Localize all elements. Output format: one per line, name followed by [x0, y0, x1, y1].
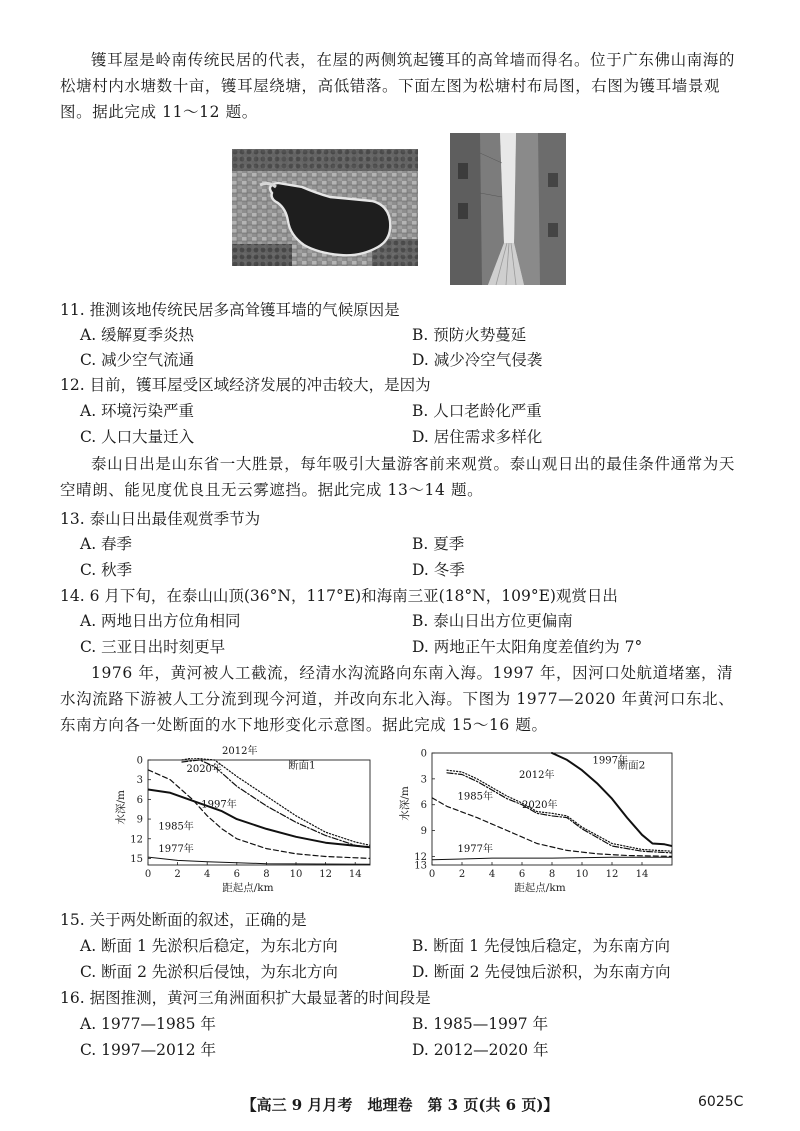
chart1-y-tick-label: 15 [130, 853, 143, 865]
q12-option-d[interactable]: D. 居住需求多样化 [412, 428, 543, 446]
q15-option-b[interactable]: B. 断面 1 先侵蚀后稳定，为东南方向 [412, 937, 670, 955]
chart2-legend-2020: 2020年 [522, 800, 558, 812]
chart2-y-tick-label: 3 [420, 774, 427, 786]
q11-option-a[interactable]: A. 缓解夏季炎热 [80, 326, 195, 344]
chart1-legend-2012: 2012年 [222, 746, 258, 758]
footer-code: 6025C [698, 1094, 744, 1110]
question-14-stem: 14. 6 月下旬，在泰山山顶(36°N，117°E)和海南三亚(18°N，109°E)观赏日出 [60, 587, 618, 605]
chart1-y-tick-label: 9 [136, 814, 143, 826]
chart1-x-tick-label: 10 [289, 869, 303, 880]
chart1-x-tick-label: 2 [174, 869, 181, 880]
footer-title: 【高三 9 月月考 地理卷 第 3 页(共 6 页)】 [241, 1096, 559, 1114]
question-15-stem: 15. 关于两处断面的叙述，正确的是 [60, 911, 307, 929]
chart2-y-tick-label: 9 [420, 826, 427, 838]
q15-option-d[interactable]: D. 断面 2 先侵蚀后淤积，为东南方向 [412, 963, 671, 981]
chart2-y-tick-label: 6 [420, 800, 427, 812]
chart2-x-tick-label: 4 [488, 869, 496, 880]
chart2-y-axis-label: 水深/m [399, 786, 411, 821]
q12-option-b[interactable]: B. 人口老龄化严重 [412, 402, 542, 420]
aerial-village-pond-photo [232, 149, 418, 266]
q15-option-c[interactable]: C. 断面 2 先淤积后侵蚀，为东北方向 [80, 963, 338, 981]
chart1-y-axis-label: 水深/m [115, 790, 127, 825]
narrow-alley-wall-photo [450, 133, 566, 285]
chart1-legend-1985: 1985年 [158, 821, 194, 833]
q14-option-c[interactable]: C. 三亚日出时刻更早 [80, 638, 226, 656]
q11-option-d[interactable]: D. 减少冷空气侵袭 [412, 351, 543, 369]
q15-option-a[interactable]: A. 断面 1 先淤积后稳定，为东北方向 [80, 937, 338, 955]
chart2-x-tick-label: 10 [575, 869, 589, 880]
chart2-x-tick-label: 2 [458, 869, 466, 880]
chart2-title: 断面2 [617, 759, 646, 772]
chart2-y-tick-label: 12 [414, 851, 427, 863]
chart1-legend-1977: 1977年 [158, 843, 194, 855]
chart2-legend-2012: 2012年 [519, 769, 555, 781]
chart1-series-1977 [148, 857, 370, 864]
question-13-stem: 13. 泰山日出最佳观赏季节为 [60, 510, 261, 528]
chart2-y-tick-label: 0 [420, 748, 427, 760]
chart1-y-tick-label: 3 [136, 775, 143, 787]
section-1-depth-chart [112, 746, 382, 900]
chart2-series-1977 [432, 857, 672, 860]
chart2-series-2020 [447, 773, 672, 856]
chart2-series-1997 [552, 753, 672, 846]
q14-option-d[interactable]: D. 两地正午太阳角度差值约为 7° [412, 638, 643, 656]
q13-option-b[interactable]: B. 夏季 [412, 535, 465, 553]
chart1-x-tick-label: 0 [144, 869, 152, 880]
chart2-x-tick-label: 14 [635, 869, 649, 880]
chart2-legend-1977: 1977年 [457, 844, 493, 856]
q16-option-b[interactable]: B. 1985—1997 年 [412, 1015, 549, 1033]
chart1-x-tick-label: 12 [319, 869, 332, 880]
chart1-y-tick-label: 12 [130, 834, 143, 846]
q13-option-a[interactable]: A. 春季 [80, 535, 133, 553]
q13-option-d[interactable]: D. 冬季 [412, 561, 465, 579]
question-12-stem: 12. 目前，镬耳屋受区域经济发展的冲击较大，是因为 [60, 376, 431, 394]
passage-1: 镬耳屋是岭南传统民居的代表，在屋的两侧筑起镬耳的高耸墙而得名。位于广东佛山南海的松塘村内水塘数十亩，镬耳屋绕塘，高低错落。下面左图为松塘村布局图，右图为镬耳墙景观图。据此完成 11～12 题。 [60, 51, 736, 121]
chart1-y-tick-label: 6 [136, 794, 143, 806]
chart1-y-tick-label: 0 [136, 755, 143, 767]
chart1-x-tick-label: 6 [233, 869, 240, 880]
q16-option-a[interactable]: A. 1977—1985 年 [80, 1015, 216, 1033]
section-2-depth-chart [398, 745, 688, 901]
question-11-stem: 11. 推测该地传统民居多高耸镬耳墙的气候原因是 [60, 301, 400, 319]
chart2-x-tick-label: 12 [605, 869, 619, 880]
chart1-x-tick-label: 4 [204, 869, 211, 880]
chart2-x-tick-label: 0 [428, 869, 436, 880]
passage-2: 泰山日出是山东省一大胜景，每年吸引大量游客前来观赏。泰山观日出的最佳条件通常为天空晴朗、能见度优良且无云雾遮挡。据此完成 13～14 题。 [60, 455, 736, 499]
q11-option-c[interactable]: C. 减少空气流通 [80, 351, 195, 369]
chart1-x-tick-label: 8 [263, 869, 270, 880]
chart1-x-axis-label: 距起点/km [222, 882, 274, 894]
chart1-x-tick-label: 14 [348, 869, 362, 880]
chart2-legend-1997: 1997年 [592, 755, 628, 767]
q14-option-b[interactable]: B. 泰山日出方位更偏南 [412, 612, 573, 630]
chart2-x-axis-label: 距起点/km [514, 882, 566, 894]
chart1-legend-1997: 1997年 [201, 799, 237, 811]
chart1-legend-2020: 2020年 [186, 763, 222, 775]
q16-option-d[interactable]: D. 2012—2020 年 [412, 1041, 549, 1059]
question-16-stem: 16. 据图推测，黄河三角洲面积扩大最显著的时间段是 [60, 989, 431, 1007]
q12-option-c[interactable]: C. 人口大量迁入 [80, 428, 195, 446]
q16-option-c[interactable]: C. 1997—2012 年 [80, 1041, 216, 1059]
chart2-legend-1985: 1985年 [457, 791, 493, 803]
passage-3: 1976 年，黄河被人工截流，经清水沟流路向东南入海。1997 年，因河口处航道堵塞，清水沟流路下游被人工分流到现今河道，并改向东北入海。下图为 1977—2020 年黄河口东北、东南方向各一处断面的水下地形变化示意图。据此完成 15～16 题。 [60, 664, 735, 734]
q13-option-c[interactable]: C. 秋季 [80, 561, 133, 579]
chart2-series-2012 [447, 770, 672, 851]
q12-option-a[interactable]: A. 环境污染严重 [80, 402, 195, 420]
chart2-x-tick-label: 6 [518, 869, 526, 880]
chart2-y-tick-label: 13 [414, 860, 427, 872]
q11-option-b[interactable]: B. 预防火势蔓延 [412, 326, 527, 344]
chart2-x-tick-label: 8 [548, 869, 556, 880]
chart1-title: 断面1 [288, 759, 316, 772]
q14-option-a[interactable]: A. 两地日出方位角相同 [80, 612, 241, 630]
